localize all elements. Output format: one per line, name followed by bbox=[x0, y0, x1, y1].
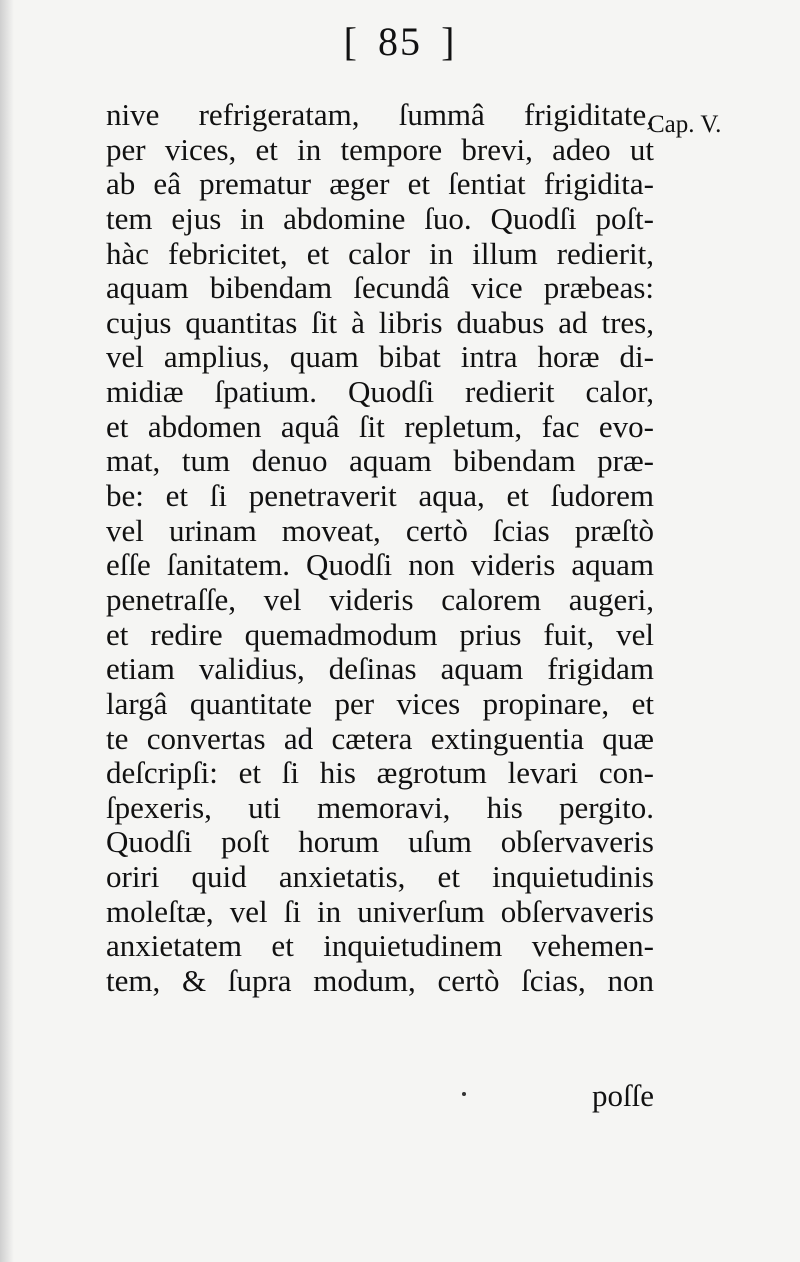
right-bracket: ] bbox=[441, 19, 457, 64]
text-line: Quodſi poſt horum uſum obſervaveris bbox=[106, 824, 654, 860]
text-line: be: et ſi penetraverit aqua, et ſudorem bbox=[106, 478, 654, 514]
text-line: ab eâ prematur æger et ſentiat frigidita- bbox=[106, 166, 654, 202]
text-line: midiæ ſpatium. Quodſi redierit calor, bbox=[106, 374, 654, 410]
gutter-shadow bbox=[0, 0, 14, 1262]
text-line: hàc febricitet, et calor in illum redierit, bbox=[106, 235, 654, 271]
catchword: poſſe bbox=[592, 1078, 654, 1113]
left-bracket: [ bbox=[343, 19, 359, 64]
text-line: oriri quid anxietatis, et inquietudinis bbox=[106, 859, 654, 895]
text-line: largâ quantitate per vices propinare, et bbox=[106, 685, 654, 721]
text-line: et redire quemadmodum prius fuit, vel bbox=[106, 616, 654, 652]
margin-note: Cap. V. bbox=[648, 111, 722, 138]
text-line: anxietatem et inquietudinem vehemen- bbox=[106, 928, 654, 964]
text-line: penetraſſe, vel videris calorem augeri, bbox=[106, 581, 654, 617]
text-line: aquam bibendam ſecundâ vice præbeas: bbox=[106, 270, 654, 306]
page-number: 85 bbox=[378, 19, 422, 64]
text-line: mat, tum denuo aquam bibendam præ- bbox=[106, 443, 654, 479]
text-line: per vices, et in tempore brevi, adeo ut bbox=[106, 131, 654, 167]
text-line: et abdomen aquâ ſit repletum, fac evo- bbox=[106, 408, 654, 444]
running-head bbox=[0, 18, 800, 65]
ink-speck bbox=[462, 1092, 466, 1096]
text-line: tem ejus in abdomine ſuo. Quodſi poſt- bbox=[106, 200, 654, 236]
text-line: te convertas ad cætera extinguentia quæ bbox=[106, 720, 654, 756]
text-line: vel amplius, quam bibat intra horæ di- bbox=[106, 339, 654, 375]
text-line: vel urinam moveat, certò ſcias præſtò bbox=[106, 512, 654, 548]
text-line: etiam validius, deſinas aquam frigidam bbox=[106, 651, 654, 687]
text-line: nive refrigeratam, ſummâ frigiditate, bbox=[106, 97, 654, 132]
text-line: cujus quantitas ſit à libris duabus ad tres, bbox=[106, 304, 654, 340]
text-line: tem, & ſupra modum, certò ſcias, non bbox=[106, 963, 654, 999]
body-text bbox=[106, 98, 654, 999]
text-line: eſſe ſanitatem. Quodſi non videris aquam bbox=[106, 547, 654, 583]
text-line: moleſtæ, vel ſi in univerſum obſervaveris bbox=[106, 893, 654, 929]
text-line: deſcripſi: et ſi his ægrotum levari con- bbox=[106, 755, 654, 791]
text-line: ſpexeris, uti memoravi, his pergito. bbox=[106, 789, 654, 825]
